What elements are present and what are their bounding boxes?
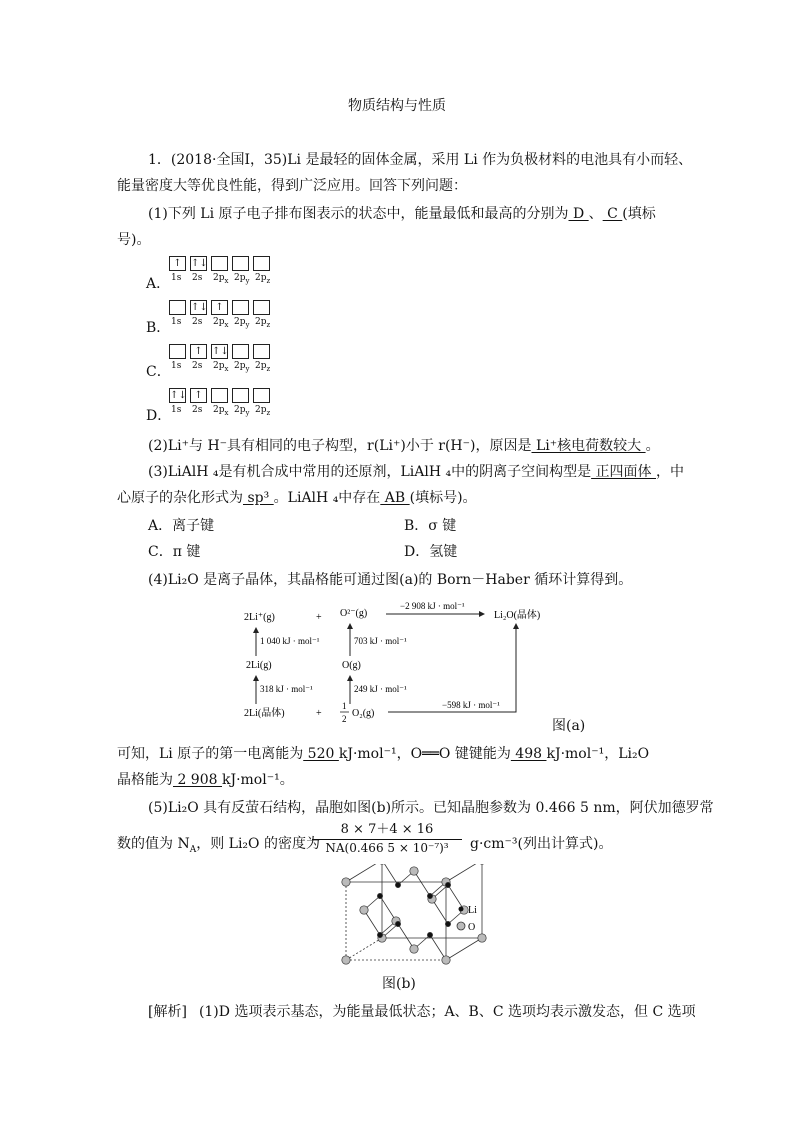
lithium-atom [445, 921, 450, 926]
orbital-label: 1s [171, 405, 182, 415]
part4-line: (4)Li₂O 是离子晶体，其晶格能可通过图(a)的 Born－Haber 循环计算得到。 [148, 572, 633, 588]
legend-li-label: Li [468, 905, 477, 916]
orbital-box: ↑↓ [191, 302, 208, 313]
answer-bonds: AB [380, 490, 410, 506]
orbital-option-letter: B． [146, 320, 171, 336]
orbital-box [211, 388, 228, 403]
orbital-box [232, 300, 249, 315]
orbital-label: $2p_z$ [255, 405, 271, 417]
density-fraction [312, 822, 462, 856]
orbital-label: $2p_y$ [234, 317, 250, 329]
oxygen-atom [410, 945, 418, 953]
born-haber-diagram [230, 596, 600, 732]
cell-edge [446, 938, 482, 960]
answer-highest: C [602, 206, 623, 222]
lithium-atom [427, 932, 432, 937]
sublimation-energy-label: 318 kJ · mol⁻¹ [260, 684, 313, 694]
orbital-box: ↑↓ [212, 346, 229, 357]
option-d: D．氢键 [404, 544, 458, 560]
ionization-energy-label: 1 040 kJ · mol⁻¹ [260, 636, 320, 646]
answer-reason: Li⁺核电荷数较大 [531, 438, 646, 454]
o-gas: O(g) [342, 660, 361, 671]
lithium-atom [395, 921, 400, 926]
page-title: 物质结构与性质 [348, 98, 446, 114]
orbital-box [169, 300, 186, 315]
orbital-box [253, 388, 270, 403]
orbital-box [253, 344, 270, 359]
legend-li-dot [459, 907, 464, 912]
orbital-label: $2p_x$ [213, 361, 229, 373]
orbital-box: ↑ [211, 300, 228, 315]
cell-edge [346, 864, 382, 882]
dissociation-energy-label: 249 kJ · mol⁻¹ [354, 684, 407, 694]
option-a: A．离子键 [148, 518, 215, 534]
plus-sign-bottom: + [316, 708, 322, 719]
orbital-label: 2s [192, 361, 203, 371]
orbital-label: $2p_y$ [234, 273, 250, 285]
orbital-label: 2s [192, 273, 203, 283]
answer-lattice: 2 908 [173, 772, 222, 788]
plus-sign-top: + [316, 612, 322, 623]
ion-li-gas: 2Li⁺(g) [244, 612, 275, 623]
orbital-label: 2s [192, 405, 203, 415]
part2-line: (2)Li⁺与 H⁻具有相同的电子构型，r(Li⁺)小于 r(H⁻)，原因是 Li⁺核电荷数较大 。 [148, 438, 660, 454]
part5-line2: 数的值为 $N_A$，则 Li₂O 的密度为 [117, 836, 320, 855]
orbital-box [232, 344, 249, 359]
legend-o-dot [457, 922, 465, 930]
part5-line1: (5)Li₂O 具有反萤石结构，晶胞如图(b)所示。已知晶胞参数为 0.466 5 nm，阿伏加德罗常 [148, 800, 714, 816]
lithium-atom [395, 882, 400, 887]
lithium-atom [427, 893, 432, 898]
oxygen-atom [360, 906, 368, 914]
electron-affinity-label: 703 kJ · mol⁻¹ [354, 636, 407, 646]
orbital-label: $2p_z$ [255, 361, 271, 373]
orbital-label: 1s [171, 273, 182, 283]
orbital-option-letter: C． [146, 364, 171, 380]
part1-line2: 号)。 [117, 232, 151, 248]
density-denominator: A(0.466 5 × 10⁻⁷)³ [335, 841, 449, 855]
oxygen-atom [342, 878, 350, 886]
orbital-option-letter: A． [146, 276, 171, 292]
answer-ionization: 520 [303, 746, 339, 762]
density-denominator-n: N [325, 841, 336, 855]
cell-edge [446, 864, 482, 882]
orbital-option-letter: D． [146, 408, 172, 424]
orbital-box [169, 344, 186, 359]
formation-enthalpy-label: −598 kJ · mol⁻¹ [442, 700, 500, 710]
orbital-label: 2s [192, 317, 203, 327]
oxygen-atom [342, 956, 350, 964]
orbital-box [232, 388, 249, 403]
o2-gas: O₂(g) [352, 708, 375, 719]
orbital-label: $2p_y$ [234, 361, 250, 373]
orbital-label: $2p_y$ [234, 405, 250, 417]
lithium-atom [445, 882, 450, 887]
orbital-box [253, 300, 270, 315]
part4-answer-line1: 可知，Li 原子的第一电离能为 520 kJ·mol⁻¹，O══O 键键能为 498 kJ·mol⁻¹，Li₂O [117, 746, 650, 762]
orbital-box [232, 256, 249, 271]
orbital-label: 1s [171, 317, 182, 327]
ion-o-gas: O²⁻(g) [340, 608, 368, 619]
option-b: B．σ 键 [404, 518, 457, 534]
legend [456, 900, 496, 936]
question-intro-1: 1．(2018·全国Ⅰ，35)Li 是最轻的固体金属，采用 Li 作为负极材料的电池具有小而轻、 [148, 152, 693, 168]
orbital-label: $2p_z$ [255, 273, 271, 285]
orbital-box: ↑ [169, 256, 186, 271]
oxygen-atom [442, 956, 450, 964]
option-c: C．π 键 [148, 544, 201, 560]
orbital-label: 1s [171, 361, 182, 371]
part3-line1: (3)LiAlH ₄是有机合成中常用的还原剂，LiAlH ₄中的阴离子空间构型是 正四面体 ，中 [148, 464, 685, 480]
orbital-label: $2p_x$ [213, 405, 229, 417]
answer-geometry: 正四面体 [591, 464, 657, 480]
analysis-tag: [解析] [148, 1004, 187, 1020]
lithium-atom [377, 893, 382, 898]
orbital-box: ↑ [190, 344, 207, 359]
part4-answer-line2: 晶格能为 2 908 kJ·mol⁻¹。 [117, 772, 294, 788]
lithium-atom [377, 932, 382, 937]
oxygen-atom [410, 867, 418, 875]
product-li2o: Li₂O(晶体) [494, 610, 541, 621]
part1-line1: (1)下列 Li 原子电子排布图表示的状态中，能量最低和最高的分别为 D 、 C (填标 [148, 206, 656, 222]
answer-bond-energy: 498 [510, 746, 547, 762]
orbital-box: ↑↓ [170, 390, 187, 401]
figure-a-caption: 图(a) [552, 718, 586, 734]
part3-line2: 心原子的杂化形式为 sp³ 。LiAlH ₄中存在 AB (填标号)。 [117, 490, 477, 506]
orbital-box: ↑ [190, 388, 207, 403]
density-numerator: 8 × 7＋4 × 16 [340, 822, 434, 837]
orbital-label: $2p_x$ [213, 273, 229, 285]
orbital-label: $2p_z$ [255, 317, 271, 329]
orbital-box [211, 256, 228, 271]
orbital-box: ↑↓ [191, 258, 208, 269]
orbital-box [253, 256, 270, 271]
half-numerator: 1 [342, 701, 347, 711]
figure-b-caption: 图(b) [382, 976, 416, 992]
answer-lowest: D [568, 206, 589, 222]
analysis-line: [解析] (1)D 选项表示基态，为能量最低状态；A、B、C 选项均表示激发态，但 C 选项 [148, 1004, 696, 1020]
half-denominator: 2 [342, 714, 347, 724]
lattice-energy-label: −2 908 kJ · mol⁻¹ [400, 601, 465, 611]
question-intro-2: 能量密度大等优良性能，得到广泛应用。回答下列问题： [117, 178, 467, 194]
li-gas: 2Li(g) [246, 660, 272, 671]
answer-hybrid: sp³ [243, 490, 274, 506]
legend-o-label: O [468, 922, 476, 933]
orbital-label: $2p_x$ [213, 317, 229, 329]
cell-edge [346, 938, 382, 960]
density-unit: g·cm⁻³(列出计算式)。 [470, 836, 613, 852]
li-solid: 2Li(晶体) [244, 708, 285, 719]
